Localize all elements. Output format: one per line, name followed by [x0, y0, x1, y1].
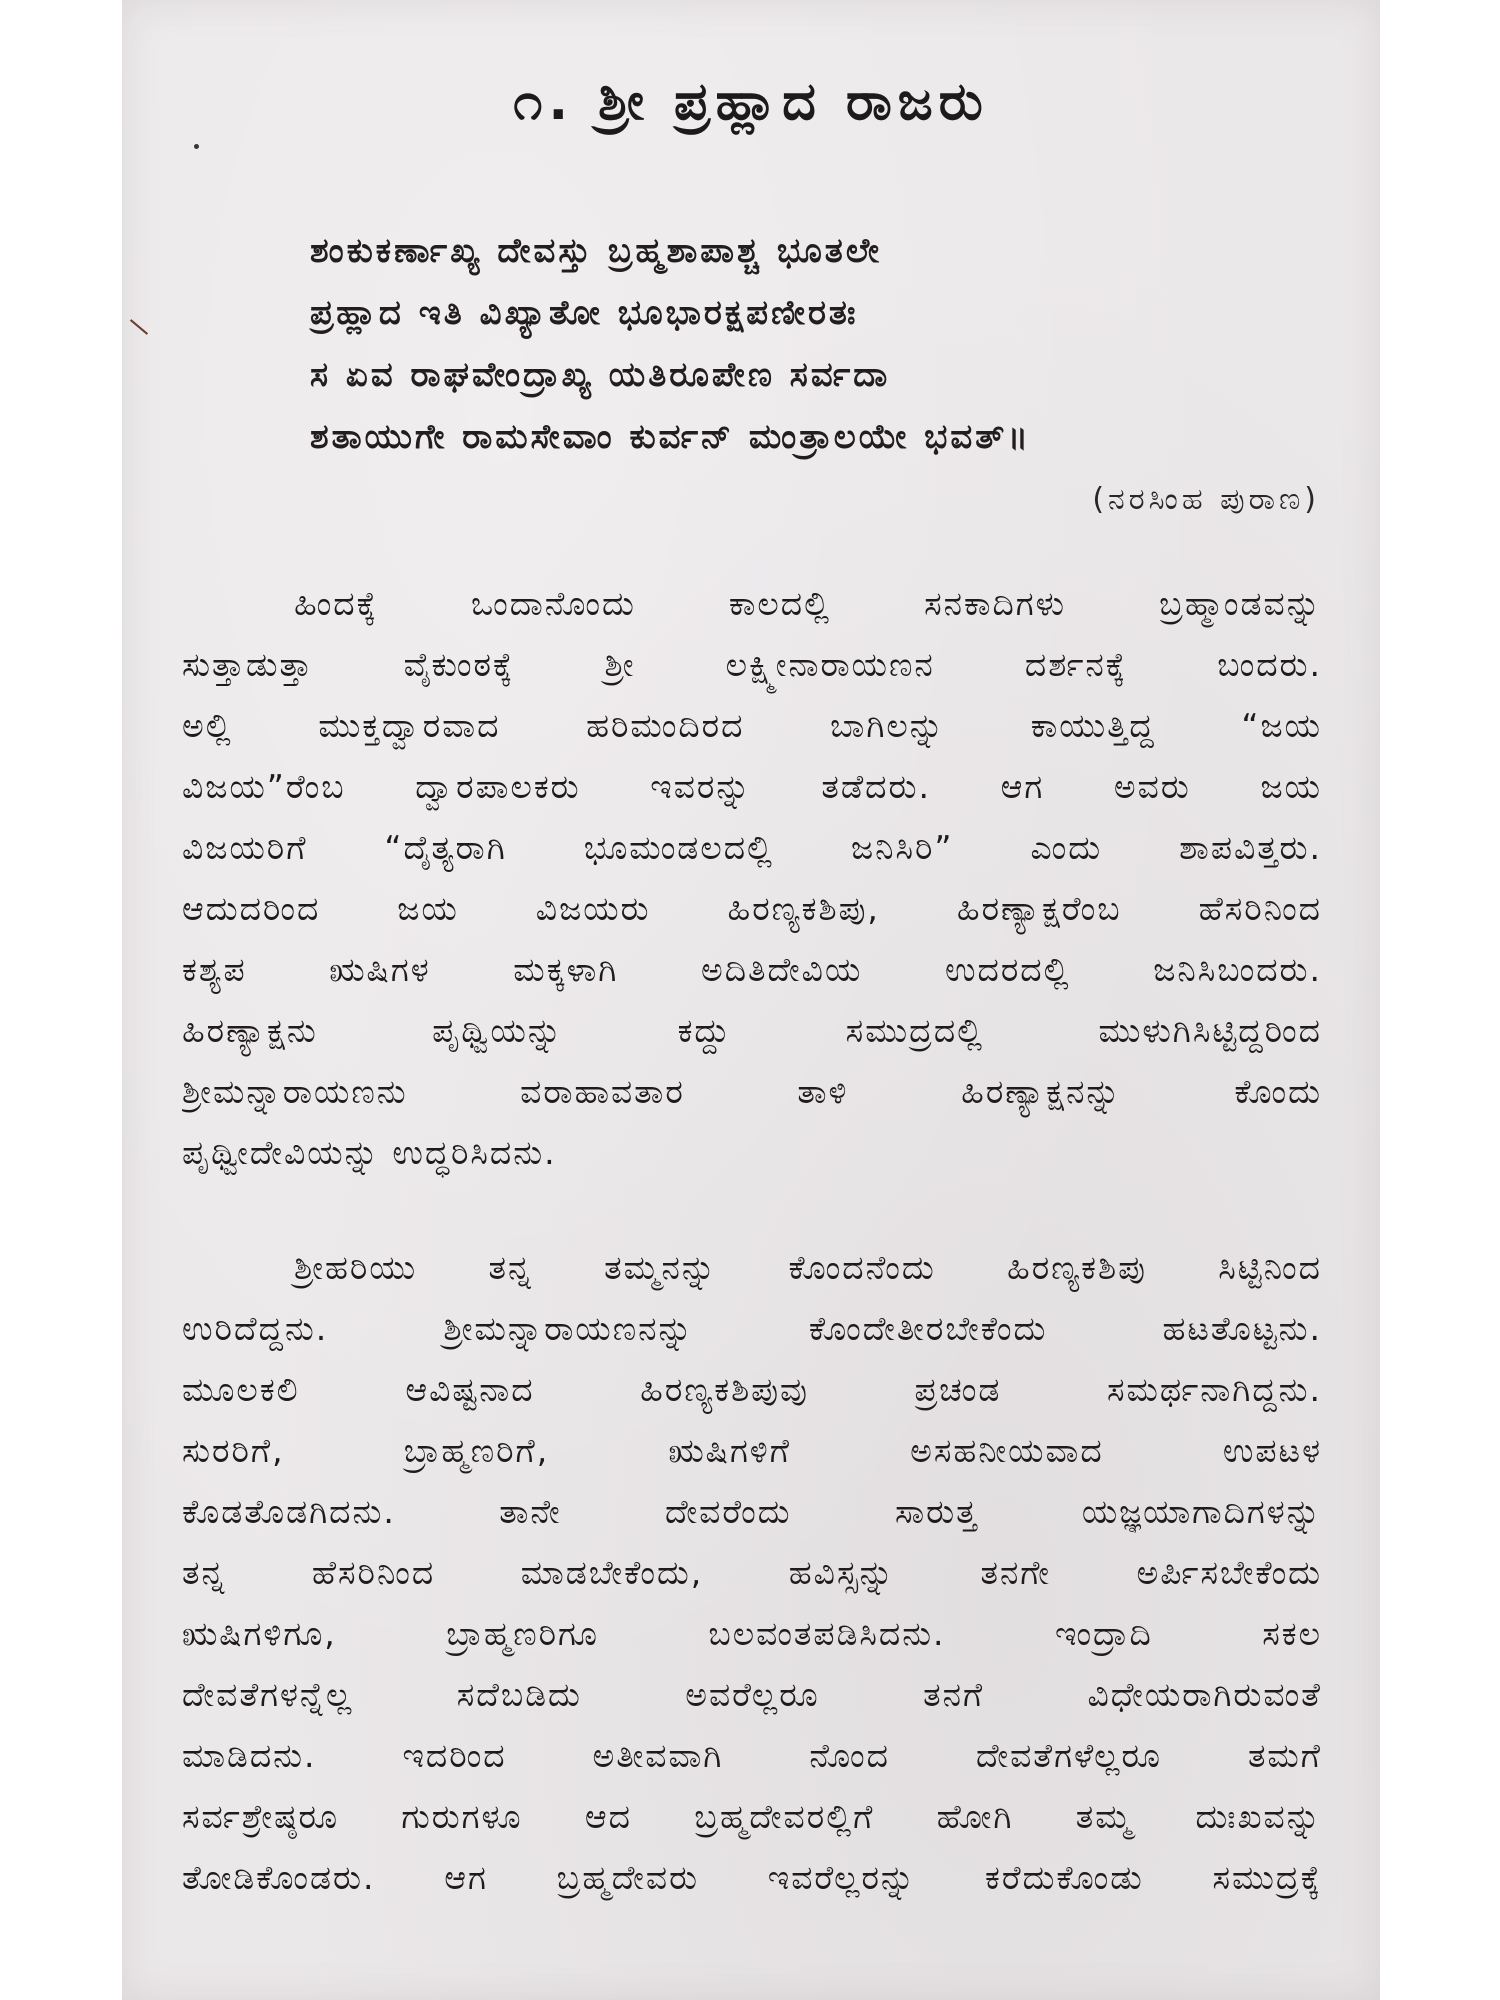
verse-line: ಶತಾಯುಗೇ ರಾಮಸೇವಾಂ ಕುರ್ವನ್ ಮಂತ್ರಾಲಯೇ ಭವತ್॥ [310, 417, 1032, 457]
paragraph-line: ಮೂಲಕಲಿ ಆವಿಷ್ಟನಾದ ಹಿರಣ್ಯಕಶಿಪುವು ಪ್ರಚಂಡ ಸಮರ್ಥನಾಗಿದ್ದನು. [182, 1370, 1322, 1409]
paragraph-line: ವಿಜಯರಿಗೆ “ದೈತ್ಯರಾಗಿ ಭೂಮಂಡಲದಲ್ಲಿ ಜನಿಸಿರಿ” ಎಂದು ಶಾಪವಿತ್ತರು. [182, 828, 1322, 867]
paragraph-line: ಸುತ್ತಾಡುತ್ತಾ ವೈಕುಂಠಕ್ಕೆ ಶ್ರೀ ಲಕ್ಷ್ಮೀನಾರಾಯಣನ ದರ್ಶನಕ್ಕೆ ಬಂದರು. [182, 645, 1322, 684]
page-mark [130, 319, 148, 335]
verse-line: ಪ್ರಹ್ಲಾದ ಇತಿ ವಿಖ್ಯಾತೋ ಭೂಭಾರಕ್ಷಪಣೀರತಃ [310, 293, 859, 333]
verse-block [310, 220, 1310, 468]
paragraph-line: ಸುರರಿಗೆ, ಬ್ರಾಹ್ಮಣರಿಗೆ, ಋಷಿಗಳಿಗೆ ಅಸಹನೀಯವಾದ ಉಪಟಳ [182, 1431, 1322, 1470]
verse-line: ಸ ಏವ ರಾಘವೇಂದ್ರಾಖ್ಯ ಯತಿರೂಪೇಣ ಸರ್ವದಾ [310, 355, 891, 395]
book-page [122, 0, 1380, 2000]
ink-speck [194, 144, 199, 149]
paragraph-line: ಹಿರಣ್ಯಾಕ್ಷನು ಪೃಥ್ವಿಯನ್ನು ಕದ್ದು ಸಮುದ್ರದಲ್ಲಿ ಮುಳುಗಿಸಿಟ್ಟಿದ್ದರಿಂದ [182, 1011, 1322, 1050]
paragraph-line: ಹಿಂದಕ್ಕೆ ಒಂದಾನೊಂದು ಕಾಲದಲ್ಲಿ ಸನಕಾದಿಗಳು ಬ್ರಹ್ಮಾಂಡವನ್ನು [294, 584, 1322, 623]
paragraph-line: ಸರ್ವಶ್ರೇಷ್ಠರೂ ಗುರುಗಳೂ ಆದ ಬ್ರಹ್ಮದೇವರಲ್ಲಿಗೆ ಹೋಗಿ ತಮ್ಮ ದುಃಖವನ್ನು [182, 1797, 1322, 1836]
paragraph-line: ಅಲ್ಲಿ ಮುಕ್ತದ್ವಾರವಾದ ಹರಿಮಂದಿರದ ಬಾಗಿಲನ್ನು ಕಾಯುತ್ತಿದ್ದ “ಜಯ [182, 706, 1322, 745]
paragraph-line: ಶ್ರೀಹರಿಯು ತನ್ನ ತಮ್ಮನನ್ನು ಕೊಂದನೆಂದು ಹಿರಣ್ಯಕಶಿಪು ಸಿಟ್ಟಿನಿಂದ [294, 1248, 1322, 1287]
paragraph-2 [182, 1237, 1322, 1908]
verse-line: ಶಂಕುಕರ್ಣಾಖ್ಯ ದೇವಸ್ತು ಬ್ರಹ್ಮಶಾಪಾಶ್ಚ ಭೂತಲೇ [310, 231, 883, 271]
paragraph-line: ಪೃಥ್ವೀದೇವಿಯನ್ನು ಉದ್ಧರಿಸಿದನು. [182, 1133, 557, 1172]
paragraph-line: ತನ್ನ ಹೆಸರಿನಿಂದ ಮಾಡಬೇಕೆಂದು, ಹವಿಸ್ಸನ್ನು ತನಗೇ ಅರ್ಪಿಸಬೇಕೆಂದು [182, 1553, 1322, 1592]
paragraph-line: ವಿಜಯ”ರೆಂಬ ದ್ವಾರಪಾಲಕರು ಇವರನ್ನು ತಡೆದರು. ಆಗ ಅವರು ಜಯ [182, 767, 1322, 806]
paragraph-1 [182, 573, 1322, 1183]
paragraph-line: ಉರಿದೆದ್ದನು. ಶ್ರೀಮನ್ನಾರಾಯಣನನ್ನು ಕೊಂದೇತೀರಬೇಕೆಂದು ಹಟತೊಟ್ಟನು. [182, 1309, 1322, 1348]
paragraph-line: ಕಶ್ಯಪ ಋಷಿಗಳ ಮಕ್ಕಳಾಗಿ ಅದಿತಿದೇವಿಯ ಉದರದಲ್ಲಿ ಜನಿಸಿಬಂದರು. [182, 950, 1322, 989]
verse-source: (ನರಸಿಂಹ ಪುರಾಣ) [1092, 482, 1320, 517]
paragraph-line: ತೋಡಿಕೊಂಡರು. ಆಗ ಬ್ರಹ್ಮದೇವರು ಇವರೆಲ್ಲರನ್ನು ಕರೆದುಕೊಂಡು ಸಮುದ್ರಕ್ಕೆ [182, 1858, 1322, 1897]
paragraph-line: ಆದುದರಿಂದ ಜಯ ವಿಜಯರು ಹಿರಣ್ಯಕಶಿಪು, ಹಿರಣ್ಯಾಕ್ಷರೆಂಬ ಹೆಸರಿನಿಂದ [182, 889, 1322, 928]
paragraph-line: ಮಾಡಿದನು. ಇದರಿಂದ ಅತೀವವಾಗಿ ನೊಂದ ದೇವತೆಗಳೆಲ್ಲರೂ ತಮಗೆ [182, 1736, 1322, 1775]
paragraph-line: ಕೊಡತೊಡಗಿದನು. ತಾನೇ ದೇವರೆಂದು ಸಾರುತ್ತ ಯಜ್ಞಯಾಗಾದಿಗಳನ್ನು [182, 1492, 1322, 1531]
chapter-title: ೧. ಶ್ರೀ ಪ್ರಹ್ಲಾದ ರಾಜರು [513, 72, 989, 132]
paragraph-line: ದೇವತೆಗಳನ್ನೆಲ್ಲ ಸದೆಬಡಿದು ಅವರೆಲ್ಲರೂ ತನಗೆ ವಿಧೇಯರಾಗಿರುವಂತೆ [182, 1675, 1322, 1714]
paragraph-line: ಶ್ರೀಮನ್ನಾರಾಯಣನು ವರಾಹಾವತಾರ ತಾಳಿ ಹಿರಣ್ಯಾಕ್ಷನನ್ನು ಕೊಂದು [182, 1072, 1322, 1111]
paragraph-line: ಋಷಿಗಳಿಗೂ, ಬ್ರಾಹ್ಮಣರಿಗೂ ಬಲವಂತಪಡಿಸಿದನು. ಇಂದ್ರಾದಿ ಸಕಲ [182, 1614, 1322, 1653]
